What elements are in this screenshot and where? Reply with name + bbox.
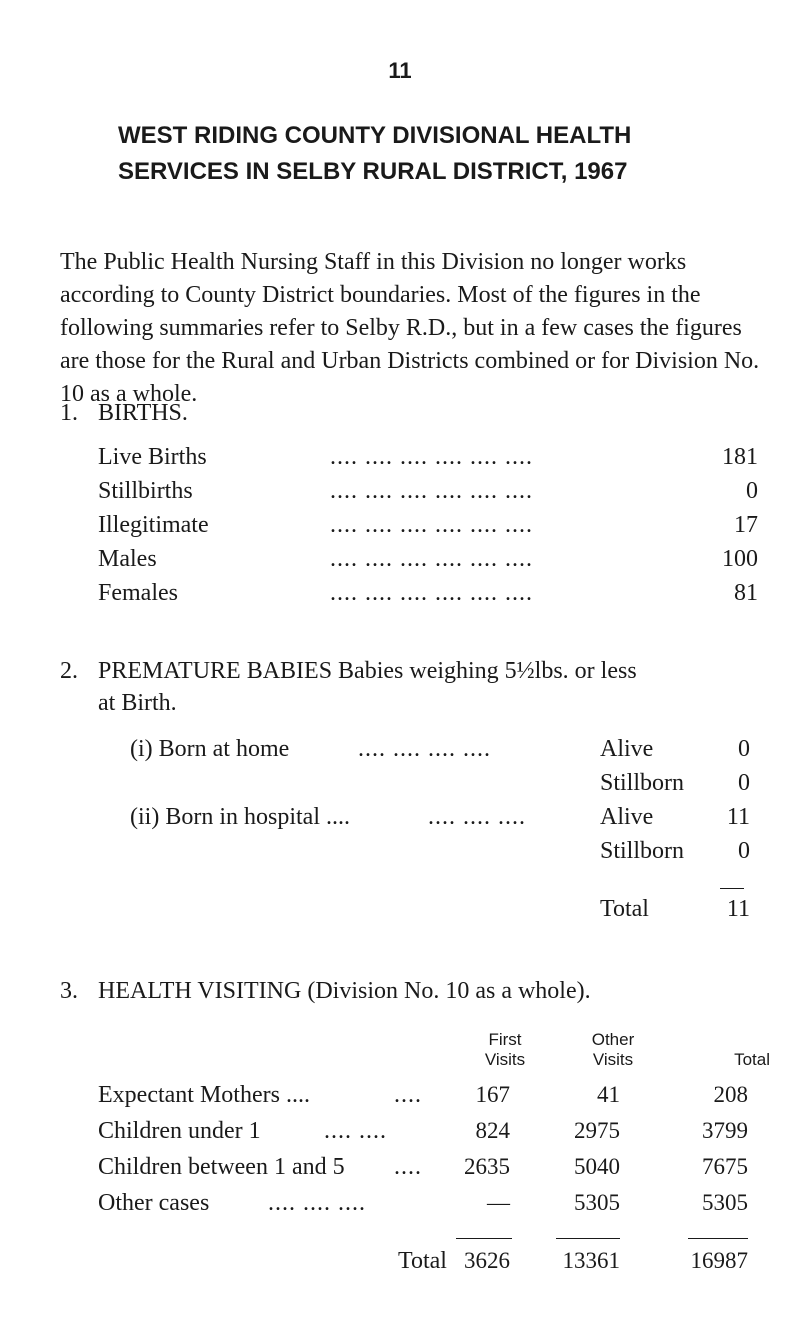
leader-dots: .... — [394, 1082, 422, 1108]
sum-rule — [556, 1238, 620, 1239]
column-header-line: Visits — [484, 1050, 526, 1069]
births-row-value: 81 — [734, 580, 758, 606]
home-alive-value: 0 — [738, 736, 750, 762]
alive-label: Alive — [600, 736, 654, 762]
first-visits-value: 824 — [475, 1118, 510, 1143]
column-header-line: Other — [591, 1030, 635, 1049]
column-header-line: First — [488, 1030, 522, 1049]
stillborn-label: Stillborn — [600, 838, 685, 864]
other-visits-value: 5040 — [574, 1154, 620, 1179]
births-row-value: 100 — [722, 546, 758, 572]
other-visits-value: 5305 — [574, 1190, 620, 1215]
births-row-label: Males — [98, 546, 157, 572]
premature-hospital-row — [130, 804, 750, 834]
births-row-label: Stillbirths — [98, 478, 193, 504]
premature-hospital-stillborn-row — [130, 838, 750, 868]
leader-dots: .... .... .... .... .... .... — [330, 512, 533, 538]
stillborn-label: Stillborn — [600, 770, 685, 796]
first-visits-value: 2635 — [464, 1154, 510, 1179]
premature-section-title: PREMATURE BABIES Babies weighing 5½lbs. or less — [98, 658, 637, 684]
total-label: Total — [600, 896, 649, 922]
visiting-row-label — [98, 1154, 422, 1184]
leader-dots: .... .... .... .... — [358, 736, 491, 762]
total-visits-value: 208 — [713, 1082, 748, 1107]
total-visits-value: 5305 — [702, 1190, 748, 1215]
premature-section-title-cont: at Birth. — [98, 690, 177, 716]
sum-rule — [688, 1238, 748, 1239]
births-row-label: Illegitimate — [98, 512, 209, 538]
column-header-first — [460, 1030, 550, 1070]
premature-home-label: (i) Born at home — [130, 736, 290, 762]
column-header-total: Total — [734, 1050, 770, 1069]
births-row — [98, 580, 768, 610]
home-stillborn-value: 0 — [738, 770, 750, 796]
leader-dots: .... .... .... — [268, 1190, 366, 1216]
column-header-line: Visits — [592, 1050, 634, 1069]
visiting-section-number: 3. — [60, 978, 78, 1004]
leader-dots: .... .... .... .... .... .... — [330, 444, 533, 470]
page-heading: WEST RIDING COUNTY DIVISIONAL HEALTH SERVICES IN SELBY RURAL DISTRICT, 1967 — [118, 122, 632, 185]
births-row — [98, 512, 768, 542]
total-visits-value: 7675 — [702, 1154, 748, 1179]
births-row-label: Live Births — [98, 444, 207, 470]
births-row — [98, 478, 768, 508]
premature-section-number: 2. — [60, 658, 78, 684]
grand-total: 16987 — [690, 1248, 748, 1273]
leader-dots: .... .... .... .... .... .... — [330, 478, 533, 504]
births-section-title: BIRTHS. — [98, 400, 188, 426]
premature-home-stillborn-row — [130, 770, 750, 800]
births-row-label: Females — [98, 580, 178, 606]
premature-home-row — [130, 736, 750, 766]
leader-dots: .... .... — [324, 1118, 387, 1144]
column-header-other — [568, 1030, 658, 1070]
premature-total-row — [130, 896, 750, 926]
alive-label: Alive — [600, 804, 654, 830]
leader-dots: .... — [394, 1154, 422, 1180]
births-row-value: 181 — [722, 444, 758, 470]
row-label: Expectant Mothers .... — [98, 1082, 310, 1108]
total-visits-value: 3799 — [702, 1118, 748, 1143]
row-label: Other cases — [98, 1190, 210, 1216]
premature-hospital-label: (ii) Born in hospital .... — [130, 804, 350, 830]
other-visits-value: 41 — [597, 1082, 620, 1107]
total-label: Total — [398, 1248, 447, 1274]
first-visits-value: — — [487, 1190, 510, 1215]
visiting-row-label — [98, 1118, 398, 1148]
other-visits-total: 13361 — [562, 1248, 620, 1273]
visiting-total-label — [300, 1248, 447, 1278]
leader-dots: .... .... .... .... .... .... — [330, 580, 533, 606]
page-number: 11 — [388, 58, 412, 83]
births-row — [98, 546, 768, 576]
visiting-row-label — [98, 1190, 398, 1220]
first-visits-total: 3626 — [464, 1248, 510, 1273]
leader-dots: .... .... .... — [428, 804, 526, 830]
row-label: Children under 1 — [98, 1118, 261, 1144]
sum-rule — [456, 1238, 512, 1239]
visiting-row-label — [98, 1082, 422, 1112]
hospital-alive-value: 11 — [726, 804, 750, 830]
hospital-stillborn-value: 0 — [738, 838, 750, 864]
intro-paragraph: The Public Health Nursing Staff in this Division no longer works according to County District boundaries. Most of the figures in the following summaries refer to Selby R.D., but in a few cases the figures are those for the Rural and Urban Districts combined or for Division No. 10 as a whole. — [60, 249, 760, 407]
row-label: Children between 1 and 5 — [98, 1154, 345, 1180]
births-row-value: 17 — [734, 512, 758, 538]
leader-dots: .... .... .... .... .... .... — [330, 546, 533, 572]
other-visits-value: 2975 — [574, 1118, 620, 1143]
births-row — [98, 444, 768, 474]
premature-total-value: 11 — [726, 896, 750, 922]
sum-rule — [720, 888, 744, 889]
births-row-value: 0 — [746, 478, 758, 504]
first-visits-value: 167 — [475, 1082, 510, 1107]
visiting-section-title: HEALTH VISITING (Division No. 10 as a whole). — [98, 978, 591, 1004]
births-section-number: 1. — [60, 400, 78, 426]
